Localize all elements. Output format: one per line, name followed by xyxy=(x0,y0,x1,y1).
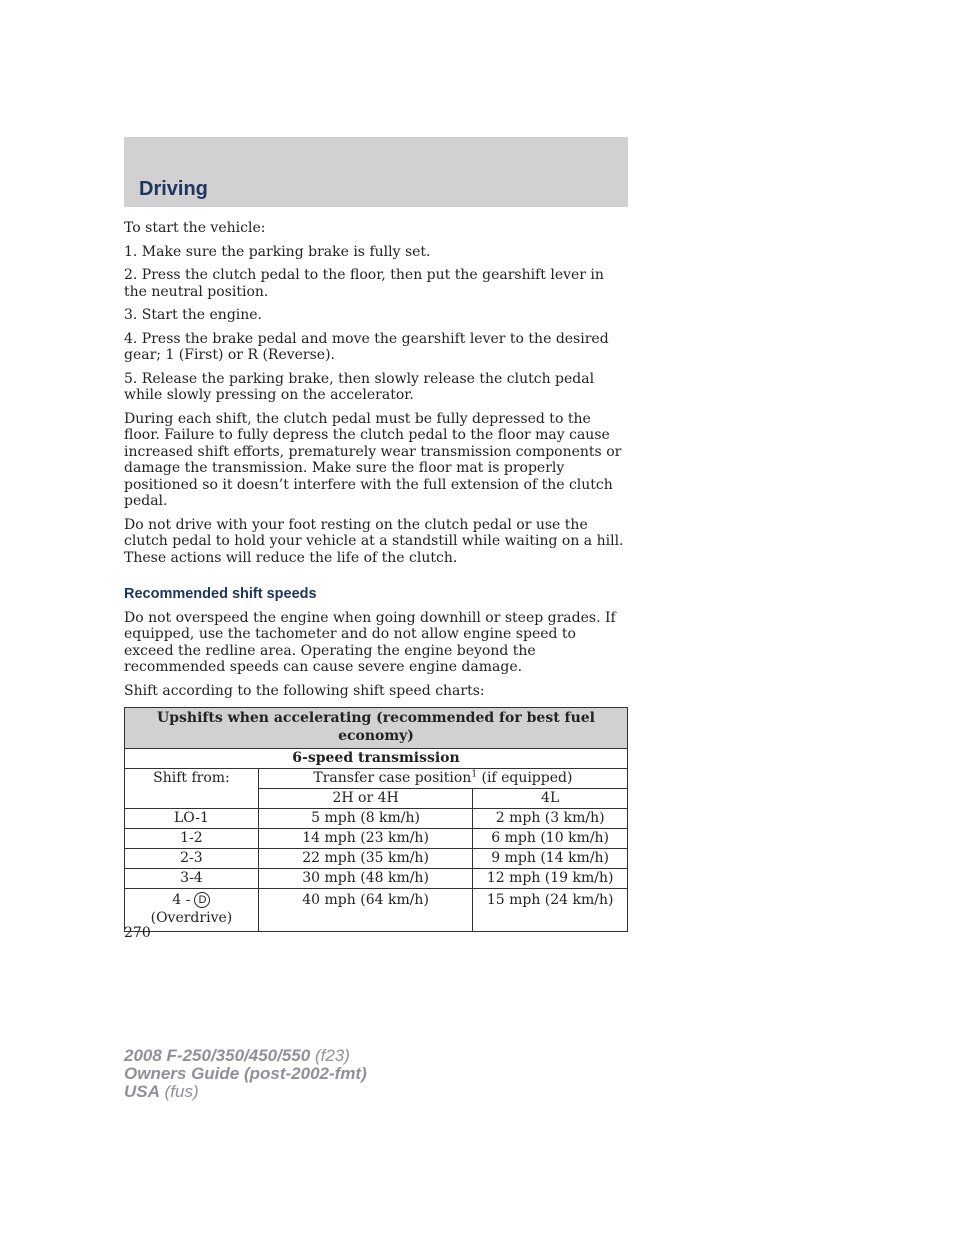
shift-from-cell: LO-1 xyxy=(125,809,259,829)
transfer-case-header xyxy=(258,769,627,789)
main-content xyxy=(124,220,628,932)
table-row xyxy=(125,849,628,869)
shift-from-cell: 2-3 xyxy=(125,849,259,869)
step-3: 3. Start the engine. xyxy=(124,307,263,323)
shift-from-header: Shift from: xyxy=(125,769,259,809)
speed-4l-cell: 15 mph (24 km/h) xyxy=(473,889,628,932)
transfer-case-label: Transfer case position xyxy=(313,770,472,786)
overdrive-prefix: 4 - xyxy=(172,892,191,908)
overspeed-paragraph: Do not overspeed the engine when going downhill or steep grades. If equipped, use the tachometer and do not allow engine speed to exceed the redline area. Operating the engine beyond the recommended speeds can cause severe engine damage. xyxy=(124,609,616,675)
step-5: 5. Release the parking brake, then slowly release the clutch pedal while slowly pressing on the accelerator. xyxy=(124,370,595,403)
table-title: Upshifts when accelerating (recommended for best fuel economy) xyxy=(125,708,628,749)
shift-from-cell: 3-4 xyxy=(125,869,259,889)
footer-doc-id xyxy=(124,1047,367,1101)
table-row xyxy=(125,829,628,849)
step-2: 2. Press the clutch pedal to the floor, then put the gearshift lever in the neutral position. xyxy=(124,267,604,300)
table-header-row xyxy=(125,769,628,789)
speed-2h-cell: 14 mph (23 km/h) xyxy=(258,829,472,849)
speed-4l-cell: 12 mph (19 km/h) xyxy=(473,869,628,889)
table-row xyxy=(125,869,628,889)
step-4: 4. Press the brake pedal and move the gearshift lever to the desired gear; 1 (First) or R (Reverse). xyxy=(124,330,609,363)
section-heading: Recommended shift speeds xyxy=(124,586,317,602)
step-1: 1. Make sure the parking brake is fully set. xyxy=(124,243,431,260)
speed-2h-cell: 22 mph (35 km/h) xyxy=(258,849,472,869)
footer-line-2: Owners Guide (post-2002-fmt) xyxy=(124,1064,367,1083)
transfer-case-suffix: (if equipped) xyxy=(477,770,573,786)
footnote-marker: 1 xyxy=(471,769,478,780)
clutch-paragraph: During each shift, the clutch pedal must be fully depressed to the floor. Failure to fully depress the clutch pedal to the floor may cause increased shift efforts, prematurely wear transmission components or damage the transmission. Make sure the floor mat is properly positioned so it doesn’t interfere with the full extension of the clutch pedal. xyxy=(124,410,622,509)
speed-2h-cell: 5 mph (8 km/h) xyxy=(258,809,472,829)
speed-4l-cell: 2 mph (3 km/h) xyxy=(473,809,628,829)
intro-lead: To start the vehicle: xyxy=(124,220,266,236)
table-subtitle: 6-speed transmission xyxy=(125,749,628,769)
footer-market-code: (fus) xyxy=(159,1082,199,1101)
page-number: 270 xyxy=(124,925,151,941)
col-4l-header: 4L xyxy=(473,789,628,809)
table-title-row xyxy=(125,708,628,749)
table-subtitle-row xyxy=(125,749,628,769)
col-2h-header: 2H or 4H xyxy=(258,789,472,809)
speed-2h-cell: 30 mph (48 km/h) xyxy=(258,869,472,889)
speed-4l-cell: 6 mph (10 km/h) xyxy=(473,829,628,849)
drive-d-icon: D xyxy=(194,892,210,908)
footer-model-code: (f23) xyxy=(310,1046,350,1065)
speed-2h-cell: 40 mph (64 km/h) xyxy=(258,889,472,932)
table-row xyxy=(125,809,628,829)
shift-speed-table xyxy=(124,707,628,932)
clutch-warning-paragraph: Do not drive with your foot resting on the clutch pedal or use the clutch pedal to hold your vehicle at a standstill while waiting on a hill. These actions will reduce the life of the clutch. xyxy=(124,516,624,566)
section-title: Driving xyxy=(139,178,208,200)
table-row-overdrive xyxy=(125,889,628,932)
footer-line-1 xyxy=(124,1047,367,1065)
overdrive-note: (Overdrive) xyxy=(150,910,233,926)
shift-from-cell: 1-2 xyxy=(125,829,259,849)
chart-intro: Shift according to the following shift speed charts: xyxy=(124,682,485,699)
footer-line-3 xyxy=(124,1083,367,1101)
speed-4l-cell: 9 mph (14 km/h) xyxy=(473,849,628,869)
section-header-band xyxy=(124,137,628,207)
footer-market: USA xyxy=(124,1082,160,1101)
footer-model: 2008 F-250/350/450/550 xyxy=(124,1046,311,1065)
